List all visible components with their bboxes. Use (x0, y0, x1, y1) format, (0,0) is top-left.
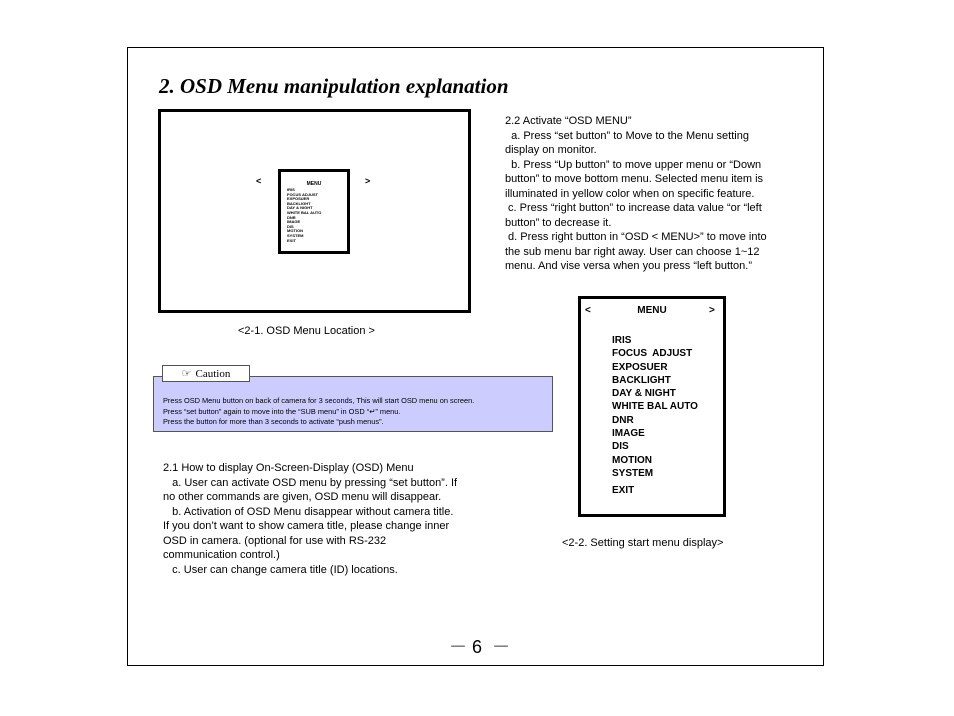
start-menu-item: FOCUS ADJUST (612, 348, 693, 360)
monitor-menu-item: BACKLIGHT (287, 200, 311, 206)
section-2-2-line: the sub menu bar right away. User can choose 1~12 (505, 245, 760, 258)
caution-line: Press the button for more than 3 seconds to activate “push menus”. (163, 417, 384, 426)
start-menu-item: DNR (612, 414, 634, 426)
start-menu-item: WHITE BAL AUTO (612, 401, 698, 413)
section-2-2-line: 2.2 Activate “OSD MENU” (505, 115, 632, 127)
monitor-left-arrow: < (256, 176, 262, 186)
section-2-2 (505, 114, 767, 274)
section-2-1 (163, 461, 457, 577)
section-2-1-line: c. User can change camera title (ID) locations. (163, 563, 398, 576)
caution-tab (162, 365, 250, 382)
section-2-2-line: button” to move bottom menu. Selected menu item is (505, 173, 764, 185)
page-number: － 6 － (449, 637, 511, 657)
monitor-menu-item: DNR (287, 214, 296, 220)
page-title: 2. OSD Menu manipulation explanation (159, 74, 509, 98)
section-2-1-line: communication control.) (163, 549, 280, 561)
start-menu-item: IRIS (612, 335, 632, 346)
figure-caption-start-menu: <2-2. Setting start menu display> (562, 537, 724, 549)
section-2-1-line: b. Activation of OSD Menu disappear without camera title. (163, 505, 454, 518)
caution-line: Press OSD Menu button on back of camera for 3 seconds, This will start OSD menu on screen. (163, 396, 475, 405)
start-menu-item: DAY & NIGHT (612, 388, 676, 400)
caution-text (163, 396, 555, 428)
monitor-menu-item: FOCUS ADJUST (287, 191, 318, 197)
section-2-2-line: illuminated in yellow color when on specific feature. (505, 187, 755, 200)
start-menu-list (612, 334, 698, 480)
start-menu-left-arrow: < (585, 305, 591, 316)
caution-label: Caution (195, 367, 231, 380)
pointing-hand-icon: ☞ (181, 368, 192, 380)
start-menu-item: SYSTEM (612, 467, 654, 479)
monitor-menu-item: SYSTEM (287, 232, 304, 238)
start-menu-title: MENU (637, 305, 667, 316)
monitor-menu-item: IRIS (287, 187, 295, 192)
section-2-2-line: c. Press “right button” to increase data value “or “left (505, 202, 762, 214)
start-menu-item: BACKLIGHT (612, 374, 671, 386)
caution-line: Press “set button” again to move into the “SUB menu” in OSD “↵” menu. (163, 406, 401, 416)
figure-caption-osd-location: <2-1. OSD Menu Location > (238, 325, 375, 337)
section-2-2-line: d. Press right button in “OSD < MENU>” to move into (505, 231, 767, 243)
start-menu-item: IMAGE (612, 428, 645, 440)
monitor-menu-item: EXIT (287, 237, 296, 243)
monitor-menu-item: WHITE BAL AUTO (287, 209, 322, 215)
section-2-1-line: OSD in camera. (optional for use with RS-232 (163, 534, 387, 547)
monitor-menu-item: EXPOSUER (287, 196, 310, 202)
start-menu-exit: EXIT (612, 485, 635, 496)
section-2-2-line: menu. And vise versa when you press “left button.” (505, 260, 753, 272)
monitor-menu-list (287, 188, 321, 243)
monitor-right-arrow: > (365, 176, 371, 186)
section-2-1-line: no other commands are given, OSD menu will disappear. (163, 491, 442, 503)
monitor-menu-item: IMAGE (287, 219, 301, 225)
section-2-1-line: If you don’t want to show camera title, please change inner (163, 520, 450, 532)
section-2-2-line: b. Press “Up button” to move upper menu or “Down (505, 158, 762, 171)
section-2-1-line: 2.1 How to display On-Screen-Display (OSD) Menu (163, 462, 414, 474)
monitor-menu-item: MOTION (287, 228, 303, 234)
monitor-menu-item: DIS (287, 223, 294, 229)
start-menu-item: EXPOSUER (612, 361, 668, 373)
monitor-osd-menu (278, 169, 350, 254)
section-2-2-line: a. Press “set button” to Move to the Menu setting (505, 129, 749, 142)
start-menu-item: MOTION (612, 454, 652, 466)
section-2-1-line: a. User can activate OSD menu by pressing “set button”. If (163, 476, 458, 489)
monitor-menu-title: MENU (306, 181, 322, 187)
start-menu-item: DIS (612, 441, 629, 453)
section-2-2-line: button” to decrease it. (505, 216, 612, 229)
monitor-menu-item: DAY & NIGHT (287, 205, 313, 211)
section-2-2-line: display on monitor. (505, 144, 597, 156)
start-menu-right-arrow: > (709, 305, 715, 316)
